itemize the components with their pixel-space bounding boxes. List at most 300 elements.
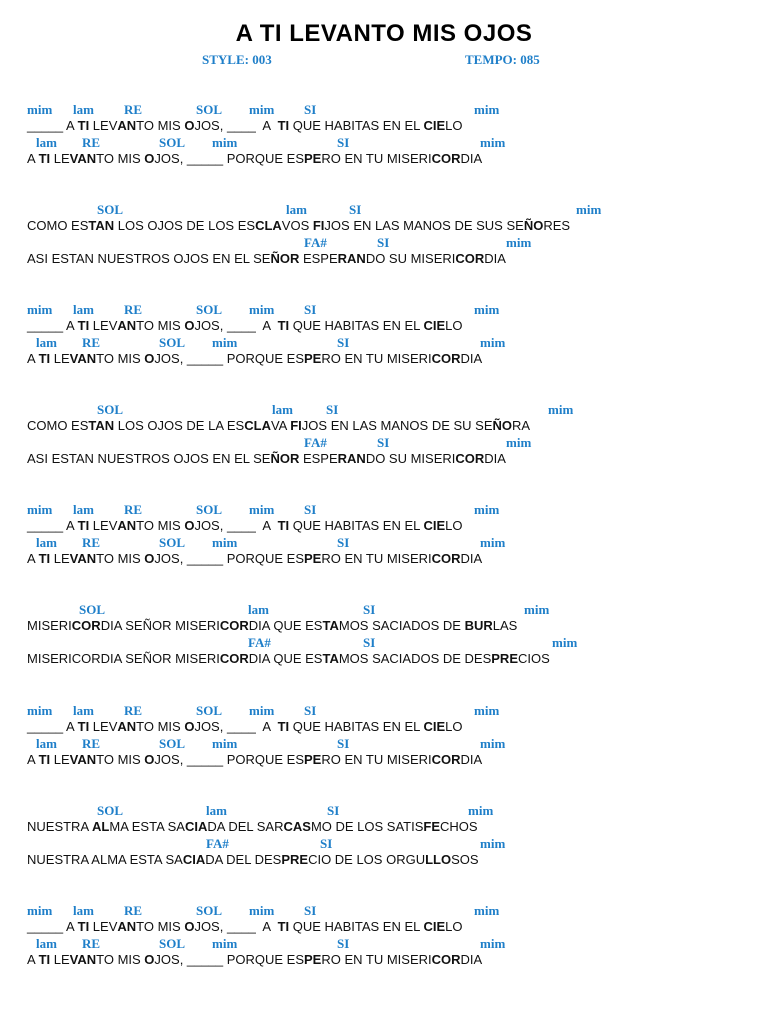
lyric-stressed-syllable: CIE <box>423 318 446 333</box>
lyric-stressed-syllable: PE <box>304 151 322 166</box>
chord: mim <box>480 535 506 550</box>
chord: SOL <box>159 535 186 550</box>
lyric-text: QUE HABITAS EN EL <box>289 719 424 734</box>
chord: mim <box>474 703 500 718</box>
lyric-stressed-syllable: ÑO <box>492 418 513 433</box>
lyric-text: JOS, ____ A <box>194 719 278 734</box>
chord: mim <box>480 836 506 851</box>
chord-row <box>0 703 768 719</box>
lyric-line <box>27 518 463 533</box>
chord: lam <box>36 335 57 350</box>
lyric-text: MA ESTA SA <box>109 819 185 834</box>
chord: SOL <box>159 335 186 350</box>
lyric-stressed-syllable: FI <box>290 418 302 433</box>
lyric-line <box>27 919 463 934</box>
chord: mim <box>249 502 275 517</box>
chord: SI <box>337 936 350 951</box>
chord: mim <box>249 903 275 918</box>
lyric-text: JOS, ____ A <box>194 318 278 333</box>
chord-row <box>0 202 768 218</box>
lyric-text: LEV <box>89 318 118 333</box>
lyric-stressed-syllable: TA <box>322 651 339 666</box>
lyric-stressed-syllable: TI <box>77 318 90 333</box>
lyric-stressed-syllable: CIE <box>423 919 446 934</box>
lyric-text: DIA <box>460 752 483 767</box>
lyric-line <box>27 752 482 767</box>
chord-row <box>0 535 768 551</box>
lyric-stressed-syllable: COR <box>431 151 461 166</box>
lyric-text: RA <box>512 418 531 433</box>
chord: SI <box>337 335 350 350</box>
lyric-stressed-syllable: ÑOR <box>270 451 300 466</box>
lyric-stressed-syllable: O <box>184 318 195 333</box>
chord: SI <box>377 435 390 450</box>
chord-row <box>0 502 768 518</box>
lyric-text: DIA <box>460 351 483 366</box>
lyric-text: RO EN TU MISERI <box>321 151 432 166</box>
lyric-text: ESPE <box>299 451 338 466</box>
lyric-stressed-syllable: O <box>144 752 155 767</box>
lyric-line <box>27 819 478 834</box>
lyric-text: MO DE LOS SATIS <box>310 819 424 834</box>
lyric-text: LE <box>50 752 70 767</box>
lyric-text: A <box>27 351 39 366</box>
lyric-line <box>27 852 479 867</box>
lyric-stressed-syllable: PE <box>304 952 322 967</box>
lyric-text: CIOS <box>518 651 550 666</box>
chord: RE <box>124 102 143 117</box>
lyric-stressed-syllable: PRE <box>491 651 518 666</box>
lyric-text: A <box>27 551 39 566</box>
chord: SOL <box>159 135 186 150</box>
lyric-text: _____ A <box>27 318 78 333</box>
lyric-text: CHOS <box>440 819 478 834</box>
lyric-text: DIA SEÑOR MISERI <box>100 618 220 633</box>
lyric-text: ASI ESTAN NUESTROS OJOS EN EL SE <box>27 251 271 266</box>
chord-row <box>0 936 768 952</box>
lyric-line <box>27 351 482 366</box>
lyric-text: DO SU MISERI <box>365 251 456 266</box>
lyric-text: RO EN TU MISERI <box>321 551 432 566</box>
lyric-text: LOS OJOS DE LOS ES <box>114 218 256 233</box>
chord-row <box>0 602 768 618</box>
lyric-stressed-syllable: AN <box>117 518 137 533</box>
chord: mim <box>212 936 238 951</box>
chord-row <box>0 102 768 118</box>
chord: mim <box>212 335 238 350</box>
chord: mim <box>249 102 275 117</box>
chord: lam <box>248 602 269 617</box>
lyric-stressed-syllable: VAN <box>69 351 97 366</box>
lyric-text: JOS EN LAS MANOS DE SUS SE <box>324 218 524 233</box>
lyric-text: LO <box>445 518 463 533</box>
chord: mim <box>480 135 506 150</box>
chord: lam <box>36 135 57 150</box>
chord: mim <box>506 435 532 450</box>
lyric-text: LAS <box>492 618 518 633</box>
lyric-stressed-syllable: AN <box>117 719 137 734</box>
lyric-text: LE <box>50 952 70 967</box>
chord: mim <box>27 903 53 918</box>
lyric-text: JOS EN LAS MANOS DE SU SE <box>301 418 493 433</box>
chord: SOL <box>159 736 186 751</box>
chord-row <box>0 736 768 752</box>
lyric-text: LO <box>445 318 463 333</box>
lyric-text: LEV <box>89 719 118 734</box>
chord: SOL <box>196 502 223 517</box>
chord: SI <box>304 102 317 117</box>
chord: lam <box>286 202 307 217</box>
lyric-stressed-syllable: O <box>144 551 155 566</box>
lyric-text: RES <box>543 218 571 233</box>
lyric-stressed-syllable: CIA <box>182 852 206 867</box>
lyric-stressed-syllable: CIE <box>423 719 446 734</box>
lyric-stressed-syllable: FI <box>312 218 325 233</box>
lyric-stressed-syllable: AN <box>117 919 137 934</box>
lyric-stressed-syllable: PE <box>304 351 322 366</box>
chord-row <box>0 435 768 451</box>
chord: RE <box>82 335 101 350</box>
chord: SOL <box>97 803 124 818</box>
chord: RE <box>82 936 101 951</box>
lyric-stressed-syllable: TI <box>77 919 90 934</box>
chord: lam <box>73 703 94 718</box>
lyric-stressed-syllable: RAN <box>337 251 366 266</box>
chord: mim <box>27 302 53 317</box>
lyric-text: COMO ES <box>27 218 89 233</box>
chord: SOL <box>196 102 223 117</box>
chord-row <box>0 335 768 351</box>
chord: lam <box>73 102 94 117</box>
lyric-stressed-syllable: TI <box>77 719 90 734</box>
lyric-text: MOS SACIADOS DE <box>338 618 465 633</box>
lyric-stressed-syllable: TI <box>277 518 290 533</box>
lyric-stressed-syllable: VAN <box>69 952 97 967</box>
lyric-text: LEV <box>89 518 118 533</box>
chord: mim <box>480 335 506 350</box>
lyric-stressed-syllable: AN <box>117 318 137 333</box>
lyric-text: SOS <box>451 852 479 867</box>
chord-row <box>0 836 768 852</box>
lyric-text: JOS, _____ PORQUE ES <box>154 952 304 967</box>
lyric-line <box>27 251 506 266</box>
lyric-text: DO SU MISERI <box>365 451 456 466</box>
chord: SOL <box>97 402 124 417</box>
lyric-text: DIA <box>460 151 483 166</box>
lyric-text: MISERICORDIA SEÑOR MISERI <box>27 651 220 666</box>
lyric-text: DIA <box>484 251 506 266</box>
chord-row <box>0 135 768 151</box>
chord: SI <box>327 803 340 818</box>
chord: mim <box>249 302 275 317</box>
lyric-stressed-syllable: TI <box>77 118 90 133</box>
lyric-stressed-syllable: TI <box>277 919 290 934</box>
chord-row <box>0 803 768 819</box>
lyric-text: LO <box>445 919 463 934</box>
lyric-stressed-syllable: CIA <box>184 819 208 834</box>
chord: lam <box>36 535 57 550</box>
lyric-stressed-syllable: LLO <box>425 852 452 867</box>
lyric-stressed-syllable: PRE <box>281 852 309 867</box>
lyric-stressed-syllable: TI <box>38 351 51 366</box>
chord: FA# <box>304 435 327 450</box>
chord: RE <box>124 302 143 317</box>
lyric-text: LEV <box>89 919 118 934</box>
chord: SOL <box>79 602 106 617</box>
chord: mim <box>474 502 500 517</box>
lyric-text: RO EN TU MISERI <box>321 752 432 767</box>
lyric-text: _____ A <box>27 518 78 533</box>
chord: mim <box>27 502 53 517</box>
lyric-stressed-syllable: FE <box>423 819 441 834</box>
lyric-text: JOS, _____ PORQUE ES <box>154 752 304 767</box>
chord: SI <box>349 202 362 217</box>
chord: SI <box>304 903 317 918</box>
lyric-stressed-syllable: TI <box>38 151 51 166</box>
lyric-stressed-syllable: ÑOR <box>270 251 300 266</box>
lyric-text: LE <box>50 351 70 366</box>
chord-row <box>0 302 768 318</box>
lyric-text: TO MIS <box>96 151 145 166</box>
chord: SOL <box>196 703 223 718</box>
chord: SI <box>304 502 317 517</box>
chord: SI <box>320 836 333 851</box>
lyric-stressed-syllable: O <box>144 151 155 166</box>
lyric-line <box>27 719 463 734</box>
lyric-line <box>27 651 550 666</box>
chord: mim <box>506 235 532 250</box>
lyric-text: TO MIS <box>136 318 185 333</box>
chord: SI <box>363 602 376 617</box>
lyric-stressed-syllable: COR <box>219 651 249 666</box>
lyric-line <box>27 318 463 333</box>
lyric-line <box>27 952 482 967</box>
lyric-stressed-syllable: PE <box>304 551 322 566</box>
chord: SI <box>377 235 390 250</box>
lyric-stressed-syllable: COR <box>219 618 249 633</box>
lyric-text: TO MIS <box>96 752 145 767</box>
lyric-stressed-syllable: AL <box>92 819 110 834</box>
chord: SOL <box>196 903 223 918</box>
tempo-label: TEMPO: 085 <box>465 52 540 67</box>
chord: lam <box>36 936 57 951</box>
chord: RE <box>82 736 101 751</box>
lyric-text: TO MIS <box>136 518 185 533</box>
lyric-text: RO EN TU MISERI <box>321 351 432 366</box>
lyric-text: QUE HABITAS EN EL <box>289 518 424 533</box>
lyric-text: DA DEL DES <box>205 852 282 867</box>
lyric-stressed-syllable: BUR <box>464 618 493 633</box>
chord: SOL <box>196 302 223 317</box>
lyric-line <box>27 451 506 466</box>
lyric-stressed-syllable: TI <box>277 118 290 133</box>
lyric-stressed-syllable: COR <box>431 351 461 366</box>
lyric-text: TO MIS <box>136 719 185 734</box>
chord: SI <box>304 703 317 718</box>
lyric-text: ASI ESTAN NUESTROS OJOS EN EL SE <box>27 451 271 466</box>
lyric-line <box>27 218 570 233</box>
lyric-stressed-syllable: COR <box>455 251 485 266</box>
lyric-text: TO MIS <box>136 919 185 934</box>
lyric-text: DIA QUE ES <box>248 651 323 666</box>
chord: mim <box>212 535 238 550</box>
lyric-text: TO MIS <box>96 351 145 366</box>
chord: mim <box>212 736 238 751</box>
lyric-text: TO MIS <box>96 551 145 566</box>
chord: RE <box>82 535 101 550</box>
chord-row <box>0 635 768 651</box>
lyric-text: DIA QUE ES <box>248 618 323 633</box>
lyric-text: VA <box>270 418 291 433</box>
style-label: STYLE: 003 <box>202 52 272 67</box>
chord: mim <box>480 936 506 951</box>
chord: RE <box>124 703 143 718</box>
lyric-stressed-syllable: CAS <box>283 819 311 834</box>
lyric-text: DIA <box>460 551 483 566</box>
chord: mim <box>27 703 53 718</box>
lyric-stressed-syllable: VAN <box>69 551 97 566</box>
lyric-stressed-syllable: CIE <box>423 118 446 133</box>
chord-row <box>0 235 768 251</box>
lyric-stressed-syllable: COR <box>455 451 485 466</box>
lyric-text: LEV <box>89 118 118 133</box>
chord: mim <box>552 635 578 650</box>
lyric-stressed-syllable: TI <box>38 752 51 767</box>
chord-row <box>0 402 768 418</box>
lyric-text: NUESTRA ALMA ESTA SA <box>27 852 183 867</box>
chord: lam <box>73 302 94 317</box>
chord: FA# <box>304 235 327 250</box>
lyric-text: LO <box>445 118 463 133</box>
lyric-text: JOS, ____ A <box>194 919 278 934</box>
lyric-text: CIO DE LOS ORGU <box>308 852 426 867</box>
chord: SI <box>363 635 376 650</box>
lyric-text: _____ A <box>27 719 78 734</box>
lyric-text: ESPE <box>299 251 338 266</box>
chord: RE <box>124 903 143 918</box>
lyric-stressed-syllable: COR <box>431 952 461 967</box>
lyric-text: NUESTRA <box>27 819 93 834</box>
lyric-text: TO MIS <box>136 118 185 133</box>
chord-row <box>0 903 768 919</box>
chord: mim <box>212 135 238 150</box>
chord: SI <box>304 302 317 317</box>
chord: SI <box>337 135 350 150</box>
chord: SOL <box>97 202 124 217</box>
chord: mim <box>468 803 494 818</box>
lyric-text: DA DEL SAR <box>207 819 284 834</box>
lyric-text: VOS <box>281 218 313 233</box>
lyric-text: DIA <box>484 451 506 466</box>
chord: mim <box>474 903 500 918</box>
lyric-stressed-syllable: O <box>184 118 195 133</box>
lyric-text: LOS OJOS DE LA ES <box>114 418 245 433</box>
lyric-text: _____ A <box>27 118 78 133</box>
lyric-stressed-syllable: PE <box>304 752 322 767</box>
song-title: A TI LEVANTO MIS OJOS <box>235 20 533 47</box>
lyric-line <box>27 151 482 166</box>
lyric-text: DIA <box>460 952 483 967</box>
lyric-text: LE <box>50 551 70 566</box>
lyric-text: RO EN TU MISERI <box>321 952 432 967</box>
chord: mim <box>576 202 602 217</box>
lyric-stressed-syllable: TI <box>277 719 290 734</box>
chord: FA# <box>248 635 271 650</box>
lyric-text: A <box>27 752 39 767</box>
lyric-stressed-syllable: ÑO <box>523 218 544 233</box>
chord: lam <box>36 736 57 751</box>
lyric-stressed-syllable: COR <box>71 618 101 633</box>
lyric-text: LO <box>445 719 463 734</box>
lyric-stressed-syllable: TI <box>77 518 90 533</box>
chord: SI <box>326 402 339 417</box>
lyric-text: A <box>27 952 39 967</box>
lyric-text: QUE HABITAS EN EL <box>289 118 424 133</box>
lyric-stressed-syllable: RAN <box>337 451 366 466</box>
chord: RE <box>124 502 143 517</box>
lyric-stressed-syllable: TA <box>322 618 339 633</box>
chord: mim <box>524 602 550 617</box>
lyric-stressed-syllable: AN <box>117 118 137 133</box>
chord: lam <box>73 903 94 918</box>
lyric-stressed-syllable: TI <box>38 551 51 566</box>
chord: SI <box>337 736 350 751</box>
lyric-stressed-syllable: CIE <box>423 518 446 533</box>
lyric-text: A <box>27 151 39 166</box>
lyric-text: JOS, _____ PORQUE ES <box>154 151 304 166</box>
lyric-text: JOS, _____ PORQUE ES <box>154 351 304 366</box>
chord: lam <box>272 402 293 417</box>
lyric-text: JOS, ____ A <box>194 518 278 533</box>
chord: SI <box>337 535 350 550</box>
lyric-stressed-syllable: CLA <box>255 218 282 233</box>
lyric-line <box>27 618 517 633</box>
lyric-stressed-syllable: O <box>184 518 195 533</box>
chord: lam <box>206 803 227 818</box>
chord: RE <box>82 135 101 150</box>
lyric-text: MOS SACIADOS DE DES <box>338 651 492 666</box>
lyric-text: QUE HABITAS EN EL <box>289 919 424 934</box>
lyric-text: QUE HABITAS EN EL <box>289 318 424 333</box>
lyric-text: _____ A <box>27 919 78 934</box>
chord: SOL <box>159 936 186 951</box>
chord: lam <box>73 502 94 517</box>
lyric-stressed-syllable: COR <box>431 551 461 566</box>
lyric-stressed-syllable: O <box>184 919 195 934</box>
chord: mim <box>548 402 574 417</box>
lyric-stressed-syllable: VAN <box>69 151 97 166</box>
chord: mim <box>474 302 500 317</box>
chord: FA# <box>206 836 229 851</box>
lyric-stressed-syllable: TI <box>38 952 51 967</box>
lyric-stressed-syllable: COR <box>431 752 461 767</box>
lyric-stressed-syllable: O <box>144 351 155 366</box>
lyric-stressed-syllable: CLA <box>244 418 271 433</box>
lyric-stressed-syllable: O <box>144 952 155 967</box>
chord: mim <box>480 736 506 751</box>
lyric-text: TO MIS <box>96 952 145 967</box>
lyric-stressed-syllable: TAN <box>88 418 115 433</box>
lyric-line <box>27 418 530 433</box>
lyric-text: COMO ES <box>27 418 89 433</box>
lyric-stressed-syllable: TI <box>277 318 290 333</box>
lyric-line <box>27 118 463 133</box>
chord: mim <box>27 102 53 117</box>
chord: mim <box>474 102 500 117</box>
lyric-stressed-syllable: VAN <box>69 752 97 767</box>
lyric-stressed-syllable: O <box>184 719 195 734</box>
lyric-line <box>27 551 482 566</box>
